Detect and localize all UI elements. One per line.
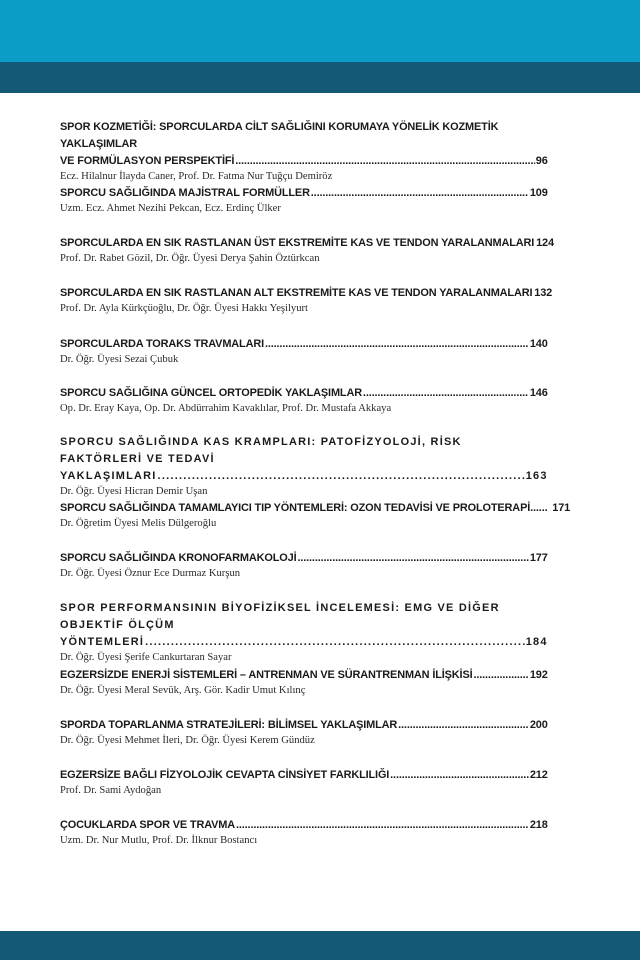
toc-entry[interactable] [60, 500, 571, 531]
toc-entry[interactable] [60, 767, 568, 798]
toc-entry[interactable] [60, 434, 568, 499]
toc-entry-title-row [60, 767, 548, 784]
toc-entry[interactable] [60, 285, 568, 316]
toc-entry-title: ÇOCUKLARDA SPOR VE TRAVMA [60, 819, 236, 831]
toc-page-number: 124 [536, 237, 554, 249]
header-band [0, 0, 640, 62]
toc-page-number: 192 [529, 669, 548, 681]
toc-entry-authors: Ecz. Hilalnur İlayda Caner, Prof. Dr. Fatma Nur Tuğçu Demiröz [60, 171, 333, 182]
toc-page-number: 177 [529, 552, 548, 564]
toc-entry-authors: Prof. Dr. Sami Aydoğan [60, 785, 162, 796]
toc-leader-dots [473, 667, 528, 684]
toc-page-number: 218 [529, 819, 548, 831]
toc-entry[interactable] [60, 235, 568, 266]
toc-page-number: 140 [529, 338, 548, 350]
toc-entry[interactable] [60, 336, 568, 367]
toc-entry[interactable] [60, 119, 568, 184]
toc-entry-title: EGZERSİZDE ENERJİ SİSTEMLERİ – ANTRENMAN VE SÜRANTRENMAN İLİŞKİSİ [60, 669, 473, 681]
toc-entry-authors: Op. Dr. Eray Kaya, Op. Dr. Abdürrahim Kavaklılar, Prof. Dr. Mustafa Akkaya [60, 403, 392, 414]
toc-entry-authors: Prof. Dr. Ayla Kürkçüoğlu, Dr. Öğr. Üyesi Hakkı Yeşilyurt [60, 303, 308, 314]
toc-entry-title-row [60, 385, 548, 402]
toc-leader-dots [236, 817, 529, 834]
toc-page-number: 132 [534, 287, 553, 299]
toc-entry-title-row [60, 717, 548, 734]
toc-entry-authors: Dr. Öğr. Üyesi Şerife Cankurtaran Sayar [60, 652, 232, 663]
toc-entry-title-row [60, 500, 571, 517]
toc-entry-authors: Uzm. Ecz. Ahmet Nezihi Pekcan, Ecz. Erdinç Ülker [60, 203, 281, 214]
toc-entry-title-line: SPOR KOZMETİĞİ: SPORCULARDA CİLT SAĞLIĞINI KORUMAYA YÖNELİK KOZMETİK YAKLAŞIMLAR [60, 121, 499, 150]
toc-page-number: 96 [535, 155, 548, 167]
toc-entry-title-line: SPORCU SAĞLIĞINDA KAS KRAMPLARI: PATOFİZYOLOJİ, RİSK FAKTÖRLERİ VE TEDAVİ [60, 436, 462, 465]
toc-entry[interactable] [60, 667, 568, 698]
toc-entry-title-row [60, 634, 548, 651]
toc-entry[interactable] [60, 717, 568, 748]
toc-entry-authors: Dr. Öğretim Üyesi Melis Dülgeroğlu [60, 518, 217, 529]
toc-entry-title-row [60, 667, 548, 684]
toc-page-number: 171 [552, 502, 571, 514]
toc-entry-title: VE FORMÜLASYON PERSPEKTİFİ [60, 155, 235, 167]
header-stripe [0, 62, 640, 93]
footer-band [0, 931, 640, 960]
toc-entry-authors: Dr. Öğr. Üyesi Öznur Ece Durmaz Kurşun [60, 568, 241, 579]
toc-entry-title-row [60, 336, 548, 353]
toc-entry-title: YAKLAŞIMLARI [60, 470, 157, 482]
toc-entry-title: SPORCULARDA EN SIK RASTLANAN ÜST EKSTREMİTE KAS VE TENDON YARALANMALARI [60, 237, 535, 249]
toc-entry-title-row [60, 185, 548, 202]
toc-entry[interactable] [60, 185, 568, 216]
toc-entry[interactable] [60, 600, 568, 665]
toc-leader-dots [265, 336, 529, 353]
toc-entry-authors: Uzm. Dr. Nur Mutlu, Prof. Dr. İlknur Bostancı [60, 835, 258, 846]
toc-leader-dots: ...... [530, 502, 548, 514]
toc-leader-dots [363, 385, 529, 402]
toc-entry-title: EGZERSİZE BAĞLI FİZYOLOJİK CEVAPTA CİNSİYET FARKLILIĞI [60, 769, 390, 781]
toc-leader-dots [297, 550, 528, 567]
toc-entry-title: SPORCU SAĞLIĞINDA KRONOFARMAKOLOJİ [60, 552, 297, 564]
toc-entry-authors: Dr. Öğr. Üyesi Sezai Çubuk [60, 354, 179, 365]
toc-page-number: 163 [525, 470, 548, 482]
toc-leader-dots [145, 634, 525, 651]
toc-entry-title-line: SPOR PERFORMANSININ BİYOFİZİKSEL İNCELEMESİ: EMG VE DİĞER OBJEKTİF ÖLÇÜM [60, 602, 500, 631]
toc-entry-authors: Prof. Dr. Rabet Gözil, Dr. Öğr. Üyesi Derya Şahin Öztürkcan [60, 253, 320, 264]
toc-leader-dots [390, 767, 529, 784]
toc-entry-title: SPORCULARDA EN SIK RASTLANAN ALT EKSTREMİTE KAS VE TENDON YARALANMALARI [60, 287, 533, 299]
toc-entry-authors: Dr. Öğr. Üyesi Mehmet İleri, Dr. Öğr. Üyesi Kerem Gündüz [60, 735, 315, 746]
toc-entry-title: SPORDA TOPARLANMA STRATEJİLERİ: BİLİMSEL YAKLAŞIMLAR [60, 719, 398, 731]
toc-entry-title-row [60, 153, 548, 170]
toc-entry-title-row [60, 550, 548, 567]
toc-page-number: 184 [525, 636, 548, 648]
toc-page-number: 109 [529, 187, 548, 199]
toc-entry-title: SPORCULARDA TORAKS TRAVMALARI [60, 338, 264, 350]
toc-entry-title-row [60, 468, 548, 485]
toc-entry[interactable] [60, 385, 568, 416]
toc-leader-dots [235, 153, 535, 170]
toc-leader-dots [158, 468, 525, 485]
toc-entry-title: SPORCU SAĞLIĞINDA MAJİSTRAL FORMÜLLER [60, 187, 310, 199]
toc-entry[interactable] [60, 550, 568, 581]
toc-entry-title-row [60, 817, 548, 834]
toc-page-number: 212 [529, 769, 548, 781]
toc-leader-dots [398, 717, 529, 734]
toc-entry-authors: Dr. Öğr. Üyesi Hicran Demir Uşan [60, 486, 208, 497]
toc-entry-title: YÖNTEMLERİ [60, 636, 145, 648]
toc-entry-title-row [60, 235, 554, 252]
toc-entry-title: SPORCU SAĞLIĞINA GÜNCEL ORTOPEDİK YAKLAŞIMLAR [60, 387, 362, 399]
toc-entry-title: SPORCU SAĞLIĞINDA TAMAMLAYICI TIP YÖNTEMLERİ: OZON TEDAVİSİ VE PROLOTERAPİ [60, 502, 531, 514]
toc-entry[interactable] [60, 817, 568, 848]
toc-page-number: 146 [529, 387, 548, 399]
toc-leader-dots [311, 185, 529, 202]
toc-page-number: 200 [529, 719, 548, 731]
toc-entry-authors: Dr. Öğr. Üyesi Meral Sevük, Arş. Gör. Kadir Umut Kılınç [60, 685, 306, 696]
toc-entry-title-row [60, 285, 553, 302]
